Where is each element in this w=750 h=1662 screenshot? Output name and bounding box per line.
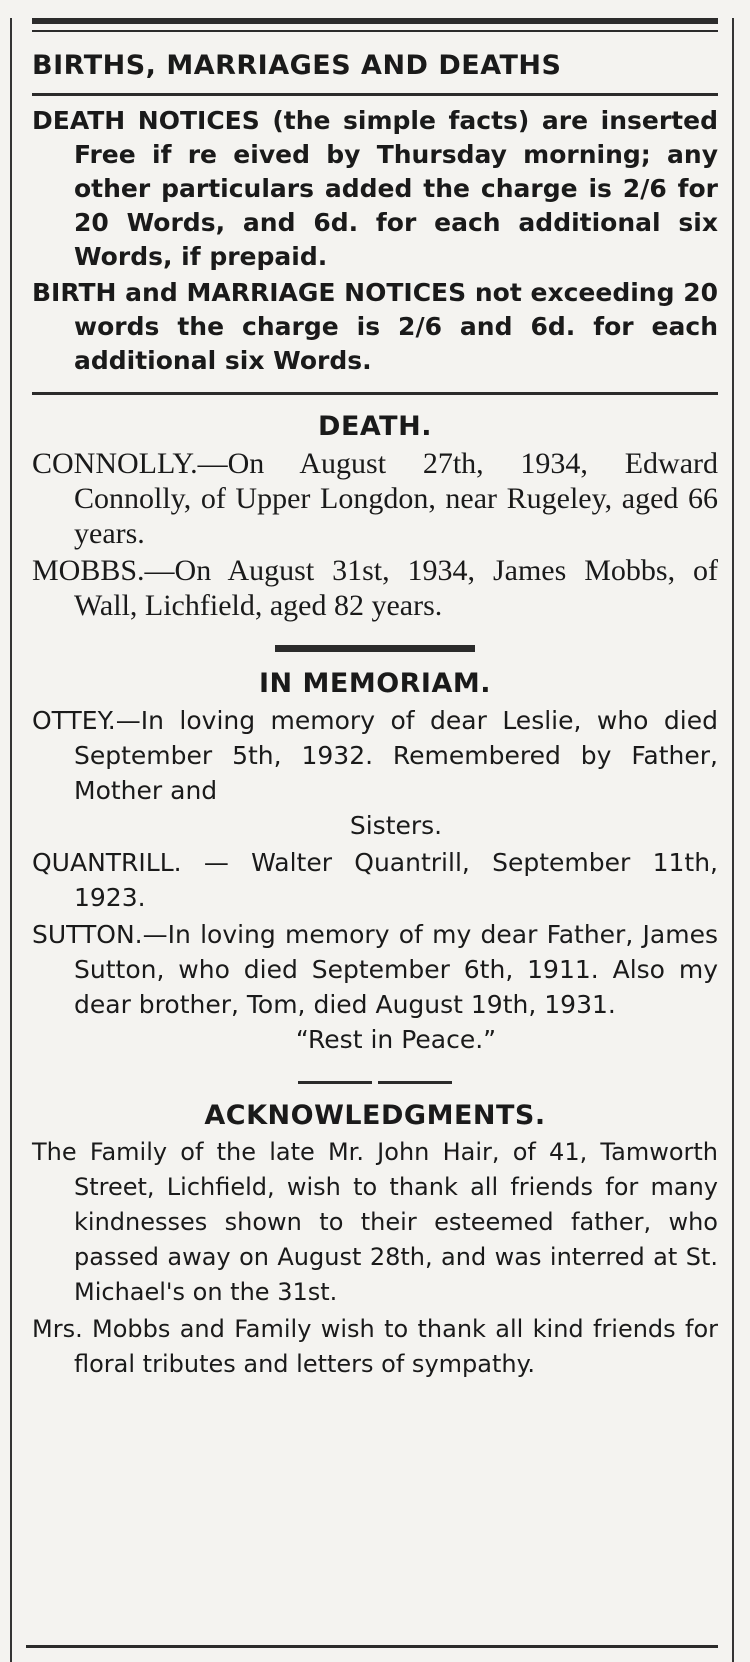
bottom-rule	[26, 1645, 718, 1648]
memoriam-entry	[32, 845, 718, 915]
short-divider	[275, 645, 475, 652]
memoriam-entry	[32, 917, 718, 1057]
section-divider	[32, 392, 718, 395]
acknowledgment-entry: Mrs. Mobbs and Family wish to thank all kind friends for floral tributes and letters of sympathy.	[32, 1315, 718, 1378]
notice-lead: DEATH NOTICES	[32, 106, 260, 135]
birth-marriage-notice-terms	[32, 276, 718, 378]
death-heading: DEATH.	[318, 411, 432, 442]
memoriam-entry	[32, 703, 718, 843]
acknowledgments-heading: ACKNOWLEDGMENTS.	[204, 1100, 546, 1131]
newspaper-column	[10, 18, 734, 1662]
death-entry: CONNOLLY.—On August 27th, 1934, Edward Connolly, of Upper Longdon, near Rugeley, aged 66 years.	[32, 447, 718, 550]
top-rule-thin	[32, 30, 718, 32]
top-rule-thick	[32, 18, 718, 24]
notice-lead: BIRTH and MARRIAGE NOTICES	[32, 278, 467, 307]
memoriam-text: SUTTON.—In loving memory of my dear Father, James Sutton, who died September 6th, 1911. Also my dear brother, Tom, died August 19th, 1931.	[32, 920, 718, 1019]
notice-text: not exceeding 20 words the charge is 2/6 and 6d. for each additional six Words.	[74, 278, 718, 375]
acknowledgment-entry: The Family of the late Mr. John Hair, of 41, Tamworth Street, Lichfield, wish to thank all friends for many kindnesses shown to their esteemed father, who passed away on August 28th, and was interred at St. Michael's on the 31st.	[32, 1138, 718, 1306]
column-masthead: BIRTHS, MARRIAGES AND DEATHS	[32, 50, 562, 81]
death-notice-terms	[32, 104, 718, 274]
memoriam-text: QUANTRILL. — Walter Quantrill, September 11th, 1923.	[32, 848, 718, 912]
memoriam-heading: IN MEMORIAM.	[258, 668, 492, 699]
memoriam-signature: Sisters.	[349, 811, 443, 840]
memoriam-text: OTTEY.—In loving memory of dear Leslie, who died September 5th, 1932. Remembered by Father, Mother and	[32, 706, 718, 805]
notice-terms	[32, 104, 718, 378]
death-entry: MOBBS.—On August 31st, 1934, James Mobbs, of Wall, Lichfield, aged 82 years.	[32, 554, 718, 622]
masthead-rule	[32, 93, 718, 96]
split-divider	[32, 1081, 718, 1084]
memoriam-signature: “Rest in Peace.”	[295, 1025, 497, 1054]
notice-text: (the simple facts) are inserted Free if re eived by Thursday morning; any other particulars added the charge is 2/6 for 20 Words, and 6d. for each additional six Words, if prepaid.	[74, 106, 718, 271]
